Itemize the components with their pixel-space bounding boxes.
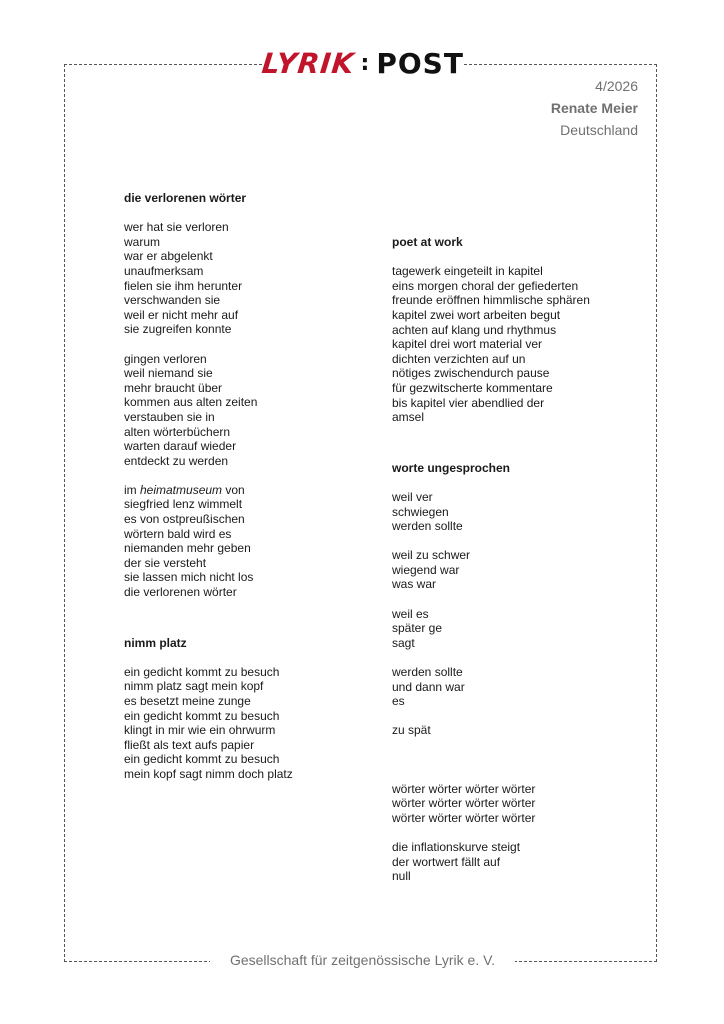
logo-lyrik: LYRIK [260, 46, 357, 80]
left-column [124, 191, 364, 782]
poem-title: poet at work [392, 235, 463, 249]
poem-line: und dann war [392, 679, 465, 694]
poem-line: die verlorenen wörter [124, 585, 237, 600]
poem-line: weil es [392, 606, 429, 621]
poem-line: fließt als text aufs papier [124, 737, 255, 752]
logo [260, 46, 464, 80]
poem-line: war er abgelenkt [124, 249, 213, 264]
poem-line: ein gedicht kommt zu besuch [124, 664, 280, 679]
poem-title: worte ungesprochen [392, 460, 511, 475]
stanza [124, 665, 364, 782]
poem-line: nimm platz sagt mein kopf [124, 679, 264, 694]
poem-line: wiegend war [392, 562, 460, 577]
poem-line: kapitel drei wort material ver [392, 337, 543, 352]
poem-line: weil zu schwer [392, 548, 471, 563]
poem-line: die inflationskurve steigt [392, 840, 521, 855]
poem-line [124, 483, 364, 498]
poem-line: wörter wörter wörter wörter [392, 810, 536, 825]
logo-separator: : [360, 50, 371, 76]
logo-post: POST [376, 46, 464, 80]
poem-title: nimm platz [124, 635, 187, 650]
stanza [392, 782, 642, 826]
stanza [392, 548, 642, 592]
poem-line: sagt [392, 635, 415, 650]
poem-line: für gezwitscherte kommentare [392, 380, 553, 395]
poem-line: null [392, 869, 411, 884]
author-name: Renate Meier [550, 100, 638, 116]
poem-line: wer hat sie verloren [124, 220, 229, 235]
poem-line: weil er nicht mehr auf [124, 307, 239, 322]
poem-line: weil niemand sie [124, 366, 213, 381]
poem-line: niemanden mehr geben [124, 541, 251, 556]
poem-line: nötiges zwischendurch pause [392, 366, 550, 381]
poem-line: der wortwert fällt auf [392, 854, 501, 869]
poem-line: wörter wörter wörter wörter [392, 781, 536, 796]
poem-line: sie zugreifen konnte [124, 322, 232, 337]
poem-line: entdeckt zu werden [124, 453, 229, 468]
poem-line: ein gedicht kommt zu besuch [124, 708, 280, 723]
poem-line: bis kapitel vier abendlied der [392, 395, 545, 410]
poem-line: dichten verzichten auf un [392, 351, 526, 366]
poem-line: klingt in mir wie ein ohrwurm [124, 723, 276, 738]
poem-line: wörter wörter wörter wörter [392, 796, 536, 811]
poem-line: werden sollte [392, 519, 463, 534]
poem-line: freunde eröffnen himmlische sphären [392, 293, 590, 308]
poem-line: verstauben sie in [124, 409, 215, 424]
poem-line: werden sollte [392, 665, 463, 680]
right-column [392, 235, 642, 884]
poem-line: tagewerk eingeteilt in kapitel [392, 264, 543, 279]
stanza [392, 723, 642, 738]
stanza [392, 665, 642, 709]
poem-line: der sie versteht [124, 555, 207, 570]
stanza [392, 840, 642, 884]
text-fragment: im [124, 482, 140, 497]
poem-line: später ge [392, 621, 443, 636]
poem-line: es von ostpreußischen [124, 512, 245, 527]
stanza [124, 352, 364, 469]
italic-title: heimatmuseum [140, 482, 223, 497]
poem-line: kapitel zwei wort arbeiten begut [392, 307, 561, 322]
poem-line: unaufmerksam [124, 263, 204, 278]
poem-line: amsel [392, 410, 425, 425]
poem-line: achten auf klang und rhythmus [392, 322, 557, 337]
poem-line: sie lassen mich nicht los [124, 570, 254, 585]
poem-line: warum [124, 234, 161, 249]
poem-line: ein gedicht kommt zu besuch [124, 752, 280, 767]
poem-line: weil ver [392, 489, 433, 504]
stanza [392, 490, 642, 534]
stanza [392, 607, 642, 651]
poem-title: die verlorenen wörter [124, 191, 247, 205]
poem-line: mehr braucht über [124, 380, 223, 395]
poem-line: eins morgen choral der gefiederten [392, 278, 579, 293]
poem-line: es [392, 694, 405, 709]
poem-line: verschwanden sie [124, 293, 221, 308]
issue-number: 4/2026 [595, 78, 638, 94]
stanza [392, 264, 642, 425]
poem-line: es besetzt meine zunge [124, 694, 251, 708]
poem-line: fielen sie ihm herunter [124, 278, 243, 293]
stanza [124, 220, 364, 337]
header-meta [551, 75, 638, 141]
footer-text: Gesellschaft für zeitgenössische Lyrik e. V. [229, 952, 496, 968]
poem-line: warten darauf wieder [124, 439, 237, 454]
poem-line: zu spät [392, 723, 431, 738]
poem-line: was war [392, 577, 437, 592]
poem-line: kommen aus alten zeiten [124, 395, 258, 410]
text-fragment: von [222, 482, 245, 497]
poem-line: schwiegen [392, 504, 449, 519]
poem-line: siegfried lenz wimmelt [124, 497, 243, 512]
stanza [124, 483, 364, 600]
poem-line: alten wörterbüchern [124, 424, 231, 439]
poem-line: gingen verloren [124, 351, 207, 366]
author-country: Deutschland [560, 122, 638, 138]
poem-line: mein kopf sagt nimm doch platz [124, 766, 293, 781]
poem-line: wörtern bald wird es [124, 526, 232, 541]
